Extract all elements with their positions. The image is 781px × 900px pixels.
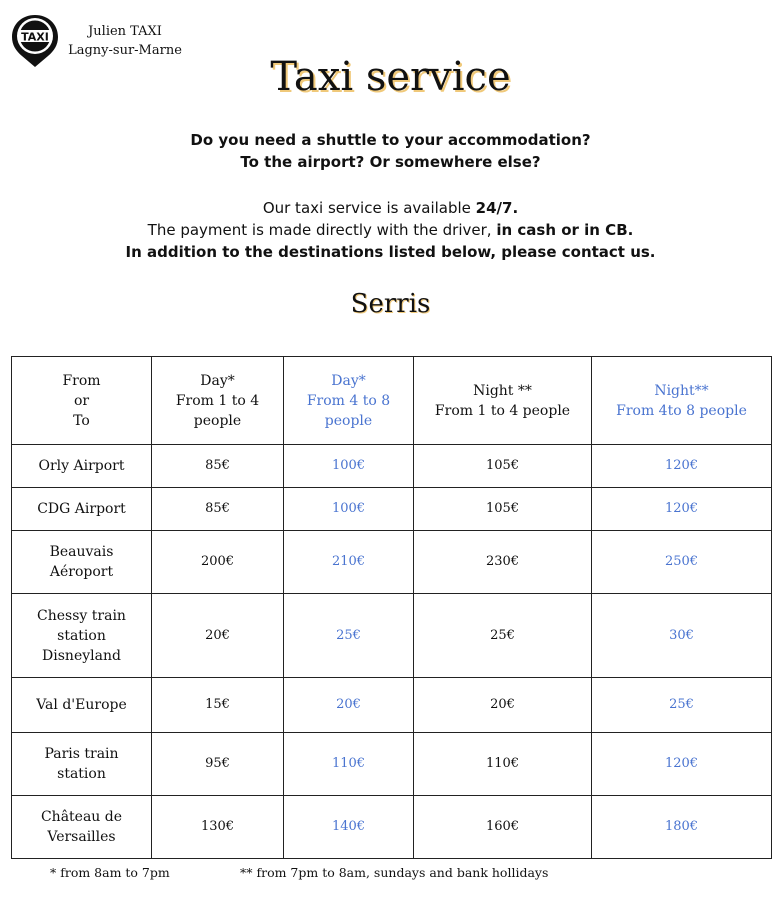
table-header-row xyxy=(12,357,772,445)
destination-cell: Val d'Europe xyxy=(12,678,152,733)
price-day-small: 200€ xyxy=(152,531,284,594)
payment-line xyxy=(0,219,781,241)
brand-name: Julien TAXI xyxy=(88,24,162,39)
price-day-large: 140€ xyxy=(284,796,414,859)
footnote-night: ** from 7pm to 8am, sundays and bank hollidays xyxy=(240,865,549,880)
price-night-small: 25€ xyxy=(414,594,592,678)
destination-cell: Orly Airport xyxy=(12,445,152,488)
price-table xyxy=(11,356,772,859)
payment-text: The payment is made directly with the driver, xyxy=(147,221,497,239)
price-day-large: 100€ xyxy=(284,445,414,488)
header-destination: From or To xyxy=(12,357,152,445)
table-row xyxy=(12,445,772,488)
price-night-large: 30€ xyxy=(592,594,772,678)
price-day-small: 15€ xyxy=(152,678,284,733)
price-day-large: 20€ xyxy=(284,678,414,733)
header-day-large: Day* From 4 to 8 people xyxy=(284,357,414,445)
question-line-2: To the airport? Or somewhere else? xyxy=(240,153,541,171)
price-night-large: 180€ xyxy=(592,796,772,859)
price-night-large: 120€ xyxy=(592,445,772,488)
price-day-small: 85€ xyxy=(152,488,284,531)
price-night-small: 20€ xyxy=(414,678,592,733)
table-row xyxy=(12,733,772,796)
availability-text: Our taxi service is available xyxy=(262,199,476,217)
section-subtitle: Serris xyxy=(350,289,431,319)
destination-cell: Chessy train station Disneyland xyxy=(12,594,152,678)
contact-text: In addition to the destinations listed below, please contact us. xyxy=(125,243,656,261)
logo-text: TAXI xyxy=(21,30,49,44)
destination-cell: Beauvais Aéroport xyxy=(12,531,152,594)
price-night-large: 120€ xyxy=(592,488,772,531)
header-day-small: Day* From 1 to 4 people xyxy=(152,357,284,445)
intro-question xyxy=(0,129,781,173)
price-day-large: 25€ xyxy=(284,594,414,678)
destination-cell: Paris train station xyxy=(12,733,152,796)
price-night-large: 250€ xyxy=(592,531,772,594)
header-night-large: Night** From 4to 8 people xyxy=(592,357,772,445)
price-night-small: 110€ xyxy=(414,733,592,796)
price-day-large: 110€ xyxy=(284,733,414,796)
price-day-large: 100€ xyxy=(284,488,414,531)
price-night-small: 160€ xyxy=(414,796,592,859)
payment-bold: in cash or in CB. xyxy=(496,221,634,239)
price-night-small: 105€ xyxy=(414,488,592,531)
price-day-small: 85€ xyxy=(152,445,284,488)
header-night-small: Night ** From 1 to 4 people xyxy=(414,357,592,445)
destination-cell: CDG Airport xyxy=(12,488,152,531)
price-night-large: 120€ xyxy=(592,733,772,796)
availability-bold: 24/7. xyxy=(475,199,519,217)
footnote-day: * from 8am to 7pm xyxy=(50,865,170,880)
price-night-small: 230€ xyxy=(414,531,592,594)
page-title: Taxi service xyxy=(270,54,511,100)
price-day-large: 210€ xyxy=(284,531,414,594)
price-day-small: 20€ xyxy=(152,594,284,678)
destination-cell: Château de Versailles xyxy=(12,796,152,859)
question-line-1: Do you need a shuttle to your accommodation? xyxy=(190,131,591,149)
availability-line xyxy=(0,197,781,219)
brand-location: Lagny-sur-Marne xyxy=(68,43,182,58)
table-row xyxy=(12,796,772,859)
price-night-large: 25€ xyxy=(592,678,772,733)
intro-info xyxy=(0,197,781,263)
contact-line xyxy=(0,241,781,263)
table-row xyxy=(12,488,772,531)
table-row xyxy=(12,678,772,733)
price-night-small: 105€ xyxy=(414,445,592,488)
price-day-small: 130€ xyxy=(152,796,284,859)
price-day-small: 95€ xyxy=(152,733,284,796)
table-row xyxy=(12,531,772,594)
table-row xyxy=(12,594,772,678)
